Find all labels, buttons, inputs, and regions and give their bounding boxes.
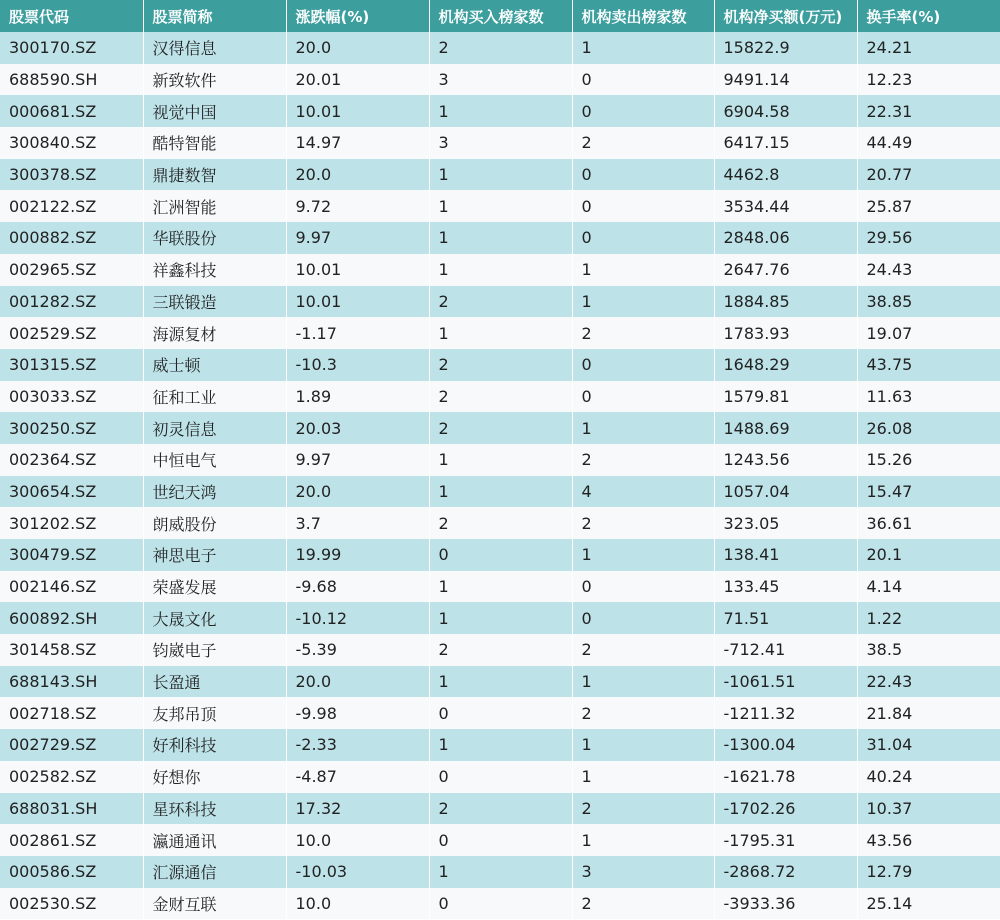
cell-turnover-rate: 24.43 xyxy=(866,260,913,280)
table-row[interactable] xyxy=(0,793,1000,825)
cell-inst-sell-count: 0 xyxy=(572,222,714,254)
cell-inst-net-buy: -3933.36 xyxy=(714,888,857,920)
cell-stock-code: 300654.SZ xyxy=(0,476,143,508)
cell-inst-buy-count: 1 xyxy=(429,856,572,888)
cell-inst-sell-count: 0 xyxy=(572,159,714,191)
cell-change-pct: 10.01 xyxy=(286,95,429,127)
table-row[interactable] xyxy=(0,412,1000,444)
cell-stock-name: 新致软件 xyxy=(143,64,286,96)
cell-inst-sell-count: 4 xyxy=(572,476,714,508)
cell-inst-net-buy: -712.41 xyxy=(714,634,857,666)
cell-turnover-rate: 10.37 xyxy=(866,798,913,818)
cell-stock-code: 002582.SZ xyxy=(0,761,143,793)
cell-inst-net-buy: 1488.69 xyxy=(714,412,857,444)
cell-turnover-rate: 19.07 xyxy=(866,323,913,343)
cell-stock-code: 002861.SZ xyxy=(0,824,143,856)
table-row[interactable] xyxy=(0,602,1000,634)
cell-change-pct: 1.89 xyxy=(286,381,429,413)
cell-inst-sell-count: 2 xyxy=(572,317,714,349)
cell-stock-name: 好想你 xyxy=(143,761,286,793)
cell-inst-net-buy: 2848.06 xyxy=(714,222,857,254)
cell-stock-name: 祥鑫科技 xyxy=(143,254,286,286)
table-body xyxy=(0,32,1000,919)
cell-stock-code: 600892.SH xyxy=(0,602,143,634)
cell-inst-sell-count: 2 xyxy=(572,444,714,476)
cell-inst-sell-count: 1 xyxy=(572,412,714,444)
cell-turnover-rate: 15.47 xyxy=(866,481,913,501)
cell-inst-net-buy: 1057.04 xyxy=(714,476,857,508)
table-row[interactable] xyxy=(0,254,1000,286)
cell-inst-net-buy: 138.41 xyxy=(714,539,857,571)
cell-inst-sell-count: 0 xyxy=(572,64,714,96)
cell-inst-net-buy: 6904.58 xyxy=(714,95,857,127)
cell-inst-buy-count: 2 xyxy=(429,793,572,825)
header-inst-sell-count[interactable]: 机构卖出榜家数 xyxy=(572,0,714,32)
table-row[interactable] xyxy=(0,888,1000,920)
cell-stock-name: 海源复材 xyxy=(143,317,286,349)
cell-change-pct: -10.12 xyxy=(286,602,429,634)
cell-change-pct: 14.97 xyxy=(286,127,429,159)
cell-change-pct: 17.32 xyxy=(286,793,429,825)
header-stock-code[interactable]: 股票代码 xyxy=(0,0,143,32)
cell-turnover-rate: 40.24 xyxy=(866,767,913,787)
cell-stock-code: 301202.SZ xyxy=(0,507,143,539)
cell-inst-sell-count: 0 xyxy=(572,602,714,634)
cell-turnover-rate: 29.56 xyxy=(866,228,913,248)
cell-inst-net-buy: 1783.93 xyxy=(714,317,857,349)
cell-inst-buy-count: 0 xyxy=(429,761,572,793)
cell-inst-buy-count: 3 xyxy=(429,127,572,159)
table-header-row xyxy=(0,0,1000,32)
cell-inst-sell-count: 1 xyxy=(572,761,714,793)
cell-inst-buy-count: 1 xyxy=(429,95,572,127)
cell-stock-code: 000882.SZ xyxy=(0,222,143,254)
cell-inst-buy-count: 2 xyxy=(429,507,572,539)
cell-inst-buy-count: 1 xyxy=(429,476,572,508)
cell-inst-buy-count: 2 xyxy=(429,349,572,381)
cell-inst-buy-count: 1 xyxy=(429,666,572,698)
cell-stock-name: 威士顿 xyxy=(143,349,286,381)
cell-inst-net-buy: 6417.15 xyxy=(714,127,857,159)
cell-turnover-rate: 12.79 xyxy=(866,862,913,882)
cell-change-pct: 20.0 xyxy=(286,476,429,508)
cell-inst-buy-count: 1 xyxy=(429,729,572,761)
cell-stock-name: 大晟文化 xyxy=(143,602,286,634)
cell-inst-net-buy: 4462.8 xyxy=(714,159,857,191)
cell-turnover-rate: 25.87 xyxy=(866,196,913,216)
cell-stock-code: 301315.SZ xyxy=(0,349,143,381)
cell-inst-net-buy: 1884.85 xyxy=(714,286,857,318)
cell-stock-name: 汇洲智能 xyxy=(143,190,286,222)
header-turnover-rate[interactable]: 换手率(%) xyxy=(866,7,941,26)
cell-stock-name: 朗威股份 xyxy=(143,507,286,539)
cell-inst-buy-count: 3 xyxy=(429,64,572,96)
cell-inst-sell-count: 0 xyxy=(572,190,714,222)
cell-inst-sell-count: 2 xyxy=(572,127,714,159)
table-row[interactable] xyxy=(0,634,1000,666)
cell-change-pct: 10.01 xyxy=(286,254,429,286)
table-row[interactable] xyxy=(0,317,1000,349)
table-row[interactable] xyxy=(0,127,1000,159)
cell-stock-code: 002965.SZ xyxy=(0,254,143,286)
cell-inst-net-buy: 3534.44 xyxy=(714,190,857,222)
cell-stock-code: 688143.SH xyxy=(0,666,143,698)
cell-change-pct: 3.7 xyxy=(286,507,429,539)
table-row[interactable] xyxy=(0,856,1000,888)
cell-stock-name: 长盈通 xyxy=(143,666,286,698)
cell-inst-net-buy: 1243.56 xyxy=(714,444,857,476)
table-row[interactable] xyxy=(0,476,1000,508)
cell-inst-sell-count: 1 xyxy=(572,666,714,698)
table-row[interactable] xyxy=(0,286,1000,318)
cell-stock-name: 中恒电气 xyxy=(143,444,286,476)
cell-stock-name: 荣盛发展 xyxy=(143,571,286,603)
header-inst-net-buy[interactable]: 机构净买额(万元) xyxy=(714,0,857,32)
table-row[interactable] xyxy=(0,381,1000,413)
cell-inst-buy-count: 2 xyxy=(429,634,572,666)
cell-change-pct: 20.0 xyxy=(286,666,429,698)
cell-inst-net-buy: -1702.26 xyxy=(714,793,857,825)
table-row[interactable] xyxy=(0,95,1000,127)
cell-stock-name: 汉得信息 xyxy=(143,32,286,64)
cell-inst-sell-count: 1 xyxy=(572,254,714,286)
cell-inst-net-buy: 1579.81 xyxy=(714,381,857,413)
header-change-pct[interactable]: 涨跌幅(%) xyxy=(286,0,429,32)
cell-change-pct: -9.68 xyxy=(286,571,429,603)
cell-stock-code: 688031.SH xyxy=(0,793,143,825)
cell-inst-net-buy: 9491.14 xyxy=(714,64,857,96)
cell-inst-buy-count: 0 xyxy=(429,824,572,856)
cell-inst-net-buy: 71.51 xyxy=(714,602,857,634)
cell-turnover-rate: 11.63 xyxy=(866,386,913,406)
cell-stock-code: 300840.SZ xyxy=(0,127,143,159)
cell-inst-buy-count: 1 xyxy=(429,190,572,222)
cell-inst-buy-count: 1 xyxy=(429,254,572,286)
cell-stock-code: 300250.SZ xyxy=(0,412,143,444)
cell-stock-name: 华联股份 xyxy=(143,222,286,254)
cell-change-pct: -5.39 xyxy=(286,634,429,666)
table-row[interactable] xyxy=(0,444,1000,476)
cell-inst-sell-count: 1 xyxy=(572,729,714,761)
cell-inst-sell-count: 2 xyxy=(572,507,714,539)
cell-stock-name: 汇源通信 xyxy=(143,856,286,888)
header-stock-name[interactable]: 股票简称 xyxy=(143,0,286,32)
cell-stock-code: 003033.SZ xyxy=(0,381,143,413)
cell-stock-name: 钧崴电子 xyxy=(143,634,286,666)
cell-turnover-rate: 15.26 xyxy=(866,450,913,470)
cell-turnover-rate: 26.08 xyxy=(866,418,913,438)
cell-inst-sell-count: 1 xyxy=(572,32,714,64)
cell-change-pct: -1.17 xyxy=(286,317,429,349)
cell-stock-name: 瀛通通讯 xyxy=(143,824,286,856)
cell-inst-net-buy: -1300.04 xyxy=(714,729,857,761)
cell-change-pct: -2.33 xyxy=(286,729,429,761)
cell-change-pct: 20.0 xyxy=(286,159,429,191)
cell-stock-name: 酷特智能 xyxy=(143,127,286,159)
cell-inst-sell-count: 3 xyxy=(572,856,714,888)
cell-change-pct: 10.0 xyxy=(286,888,429,920)
table-row[interactable] xyxy=(0,697,1000,729)
table-row[interactable] xyxy=(0,729,1000,761)
cell-inst-sell-count: 0 xyxy=(572,349,714,381)
cell-stock-code: 001282.SZ xyxy=(0,286,143,318)
cell-inst-sell-count: 1 xyxy=(572,824,714,856)
table-row[interactable] xyxy=(0,666,1000,698)
cell-stock-code: 300378.SZ xyxy=(0,159,143,191)
cell-change-pct: 10.0 xyxy=(286,824,429,856)
cell-inst-buy-count: 0 xyxy=(429,539,572,571)
cell-inst-net-buy: -2868.72 xyxy=(714,856,857,888)
cell-stock-code: 300170.SZ xyxy=(0,32,143,64)
cell-inst-buy-count: 1 xyxy=(429,159,572,191)
cell-turnover-rate: 25.14 xyxy=(866,893,913,913)
table-row[interactable] xyxy=(0,761,1000,793)
cell-inst-buy-count: 1 xyxy=(429,222,572,254)
cell-stock-code: 301458.SZ xyxy=(0,634,143,666)
cell-turnover-rate: 20.1 xyxy=(866,545,903,565)
cell-stock-code: 002146.SZ xyxy=(0,571,143,603)
cell-inst-sell-count: 0 xyxy=(572,381,714,413)
cell-change-pct: 20.0 xyxy=(286,32,429,64)
cell-turnover-rate: 24.21 xyxy=(866,38,913,58)
cell-change-pct: -10.3 xyxy=(286,349,429,381)
cell-inst-buy-count: 1 xyxy=(429,602,572,634)
cell-turnover-rate: 36.61 xyxy=(866,513,913,533)
cell-inst-net-buy: -1211.32 xyxy=(714,697,857,729)
cell-inst-sell-count: 1 xyxy=(572,286,714,318)
cell-stock-code: 000681.SZ xyxy=(0,95,143,127)
cell-turnover-rate: 43.56 xyxy=(866,830,913,850)
cell-change-pct: 9.97 xyxy=(286,222,429,254)
cell-turnover-rate: 44.49 xyxy=(866,133,913,153)
cell-stock-code: 000586.SZ xyxy=(0,856,143,888)
cell-change-pct: 20.01 xyxy=(286,64,429,96)
cell-stock-code: 002529.SZ xyxy=(0,317,143,349)
cell-stock-name: 世纪天鸿 xyxy=(143,476,286,508)
cell-stock-code: 002364.SZ xyxy=(0,444,143,476)
cell-inst-sell-count: 2 xyxy=(572,697,714,729)
cell-turnover-rate: 38.5 xyxy=(866,640,903,660)
cell-change-pct: 20.03 xyxy=(286,412,429,444)
table-row[interactable] xyxy=(0,190,1000,222)
cell-turnover-rate: 31.04 xyxy=(866,735,913,755)
cell-turnover-rate: 43.75 xyxy=(866,355,913,375)
cell-stock-name: 星环科技 xyxy=(143,793,286,825)
cell-inst-buy-count: 1 xyxy=(429,317,572,349)
cell-stock-code: 300479.SZ xyxy=(0,539,143,571)
cell-inst-buy-count: 0 xyxy=(429,697,572,729)
table-row[interactable] xyxy=(0,539,1000,571)
cell-inst-sell-count: 1 xyxy=(572,539,714,571)
cell-inst-net-buy: -1621.78 xyxy=(714,761,857,793)
cell-turnover-rate: 20.77 xyxy=(866,165,913,185)
table-row[interactable] xyxy=(0,824,1000,856)
header-inst-buy-count[interactable]: 机构买入榜家数 xyxy=(429,0,572,32)
cell-inst-net-buy: -1061.51 xyxy=(714,666,857,698)
cell-change-pct: -10.03 xyxy=(286,856,429,888)
cell-turnover-rate: 1.22 xyxy=(866,608,903,628)
table-row[interactable] xyxy=(0,349,1000,381)
cell-inst-net-buy: -1795.31 xyxy=(714,824,857,856)
cell-change-pct: 19.99 xyxy=(286,539,429,571)
table-row[interactable] xyxy=(0,507,1000,539)
cell-turnover-rate: 22.31 xyxy=(866,101,913,121)
cell-stock-code: 002729.SZ xyxy=(0,729,143,761)
cell-inst-buy-count: 2 xyxy=(429,32,572,64)
cell-inst-net-buy: 15822.9 xyxy=(714,32,857,64)
cell-inst-sell-count: 2 xyxy=(572,793,714,825)
cell-inst-sell-count: 2 xyxy=(572,888,714,920)
cell-inst-net-buy: 1648.29 xyxy=(714,349,857,381)
cell-inst-net-buy: 323.05 xyxy=(714,507,857,539)
cell-turnover-rate: 21.84 xyxy=(866,703,913,723)
cell-inst-buy-count: 2 xyxy=(429,412,572,444)
cell-inst-buy-count: 1 xyxy=(429,444,572,476)
cell-stock-name: 金财互联 xyxy=(143,888,286,920)
cell-change-pct: 9.97 xyxy=(286,444,429,476)
cell-stock-name: 三联锻造 xyxy=(143,286,286,318)
cell-change-pct: -9.98 xyxy=(286,697,429,729)
cell-inst-sell-count: 2 xyxy=(572,634,714,666)
cell-stock-code: 002718.SZ xyxy=(0,697,143,729)
cell-inst-buy-count: 2 xyxy=(429,381,572,413)
cell-turnover-rate: 12.23 xyxy=(866,70,913,90)
cell-stock-name: 初灵信息 xyxy=(143,412,286,444)
table-row[interactable] xyxy=(0,571,1000,603)
cell-change-pct: 9.72 xyxy=(286,190,429,222)
cell-inst-buy-count: 0 xyxy=(429,888,572,920)
table-row[interactable] xyxy=(0,64,1000,96)
table-row[interactable] xyxy=(0,222,1000,254)
table-row[interactable] xyxy=(0,159,1000,191)
cell-stock-code: 688590.SH xyxy=(0,64,143,96)
cell-stock-name: 征和工业 xyxy=(143,381,286,413)
cell-stock-code: 002122.SZ xyxy=(0,190,143,222)
table-row[interactable] xyxy=(0,32,1000,64)
cell-stock-code: 002530.SZ xyxy=(0,888,143,920)
cell-stock-name: 好利科技 xyxy=(143,729,286,761)
cell-turnover-rate: 22.43 xyxy=(866,672,913,692)
cell-turnover-rate: 4.14 xyxy=(866,577,903,597)
cell-inst-sell-count: 0 xyxy=(572,95,714,127)
cell-stock-name: 视觉中国 xyxy=(143,95,286,127)
cell-inst-buy-count: 1 xyxy=(429,571,572,603)
cell-change-pct: -4.87 xyxy=(286,761,429,793)
cell-stock-name: 友邦吊顶 xyxy=(143,697,286,729)
cell-stock-name: 神思电子 xyxy=(143,539,286,571)
cell-inst-net-buy: 2647.76 xyxy=(714,254,857,286)
cell-inst-buy-count: 2 xyxy=(429,286,572,318)
cell-stock-name: 鼎捷数智 xyxy=(143,159,286,191)
cell-inst-net-buy: 133.45 xyxy=(714,571,857,603)
cell-inst-sell-count: 0 xyxy=(572,571,714,603)
cell-turnover-rate: 38.85 xyxy=(866,291,913,311)
cell-change-pct: 10.01 xyxy=(286,286,429,318)
